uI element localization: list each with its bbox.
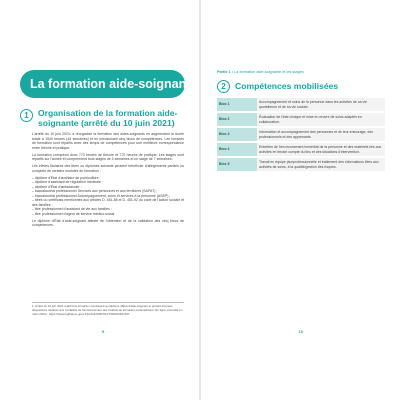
section-title: Compétences mobilisées <box>235 81 339 91</box>
bloc-label: Bloc 5 <box>217 158 257 171</box>
bloc-label: Bloc 3 <box>217 128 257 141</box>
closing-paragraph: Le diplôme d'État d'aide-soignant atteste de l'obtention et de la validation des cinq blocs de compétences. <box>32 218 184 227</box>
list-item: – titres ou certificats mentionnés aux articles D. 451-88 et D. 451-92 du code de l'action sociale et des familles ; <box>32 198 184 207</box>
table-row <box>217 143 385 156</box>
page-number: 10 <box>298 329 303 334</box>
list-item: – diplôme d'État d'auxiliaire de puériculture ; <box>32 175 101 180</box>
list-item: – diplôme d'État d'ambulancier ; <box>32 184 82 189</box>
table-row <box>217 128 385 141</box>
running-head-text: • La formation aide-soignante et les stages <box>231 70 304 74</box>
running-head <box>217 70 304 74</box>
bloc-description: Entretien de l'environnement immédiat de la personne et des matériels liés aux activités en tenant compte du lieu et des situations d'intervention. <box>257 143 385 156</box>
table-row <box>217 98 385 111</box>
section-title: Organisation de la formation aide-soignante (arrêté du 10 juin 2021) <box>38 108 178 128</box>
section-heading-1 <box>20 108 185 128</box>
paragraph: Les élèves titulaires des titres ou diplômes suivants peuvent bénéficier d'allègements partiels ou complets de certains modules de formation : <box>32 164 184 173</box>
bloc-label: Bloc 4 <box>217 143 257 156</box>
footnote: 1. Arrêté du 10 juin 2021 relatif à la formation conduisant au diplôme d'État d'aide-soignant et portant diverses dispositions relatives aux modalités de fonctionnement des instituts de formation paramédicaux. En ligne (consulté en mars 2024) : https://www.legifrance.gouv.fr/jorf/id/JORFTEXT000043647297 <box>32 304 183 316</box>
bloc-label: Bloc 1 <box>217 98 257 111</box>
list-item: – baccalauréat professionnel Services aux personnes et aux territoires (SAPAT) ; <box>32 189 158 193</box>
right-page <box>201 0 400 400</box>
bloc-description: Travail en équipe pluriprofessionnelle et traitement des informations liées aux activités de soins, à la qualité/gestion des risques. <box>257 158 385 171</box>
paragraph: La formation comprend donc 770 heures de théorie et 770 heures de pratique. Les stages sont répartis sur l'année et comprennent trois stages de 5 semaines et un stage de 7 semaines. <box>32 152 184 161</box>
list-item: – titre professionnel d'agent de service médico-social. <box>32 211 116 216</box>
table-row <box>217 113 385 126</box>
list-item: – diplôme d'assistant de régulation médicale ; <box>32 180 103 184</box>
section-number-badge: 2 <box>217 80 230 93</box>
bloc-description: Accompagnement et soins de la personne dans les activités de sa vie quotidienne et de sa vie sociale. <box>257 98 385 111</box>
left-page <box>0 0 199 400</box>
body-text <box>32 132 184 230</box>
section-number-badge: 1 <box>20 109 33 122</box>
page-number: 9 <box>102 329 105 334</box>
section-heading-2 <box>217 79 338 93</box>
competency-blocks-table <box>217 96 385 173</box>
allowance-list <box>32 176 184 217</box>
list-item: – titre professionnel d'assistant de vie aux familles ; <box>32 207 112 211</box>
chapter-title-banner <box>20 70 198 98</box>
chapter-title: La formation aide-soignante <box>30 77 198 91</box>
bloc-description: Information et accompagnement des personnes et de leur entourage, des professionnels et des apprenants. <box>257 128 385 141</box>
paragraph: L'arrêté du 10 juin 2021¹ a réorganisé la formation des aides-soignants en augmentant la durée totale à 1540 heures (44 semaines) et en introduisant cinq blocs de compétences. Les horaires de formation sont répartis avec des temps de compétences pour une meilleure correspondance entre théorie et pratique. <box>32 132 184 150</box>
bloc-description: Évaluation de l'état clinique et mise en œuvre de soins adaptés en collaboration. <box>257 113 385 126</box>
bloc-label: Bloc 2 <box>217 113 257 126</box>
running-head-part: Partie 1 <box>217 70 231 74</box>
table-row <box>217 158 385 171</box>
list-item: – baccalauréat professionnel Accompagnement, soins et services à la personne (ASSP) ; <box>32 193 171 198</box>
